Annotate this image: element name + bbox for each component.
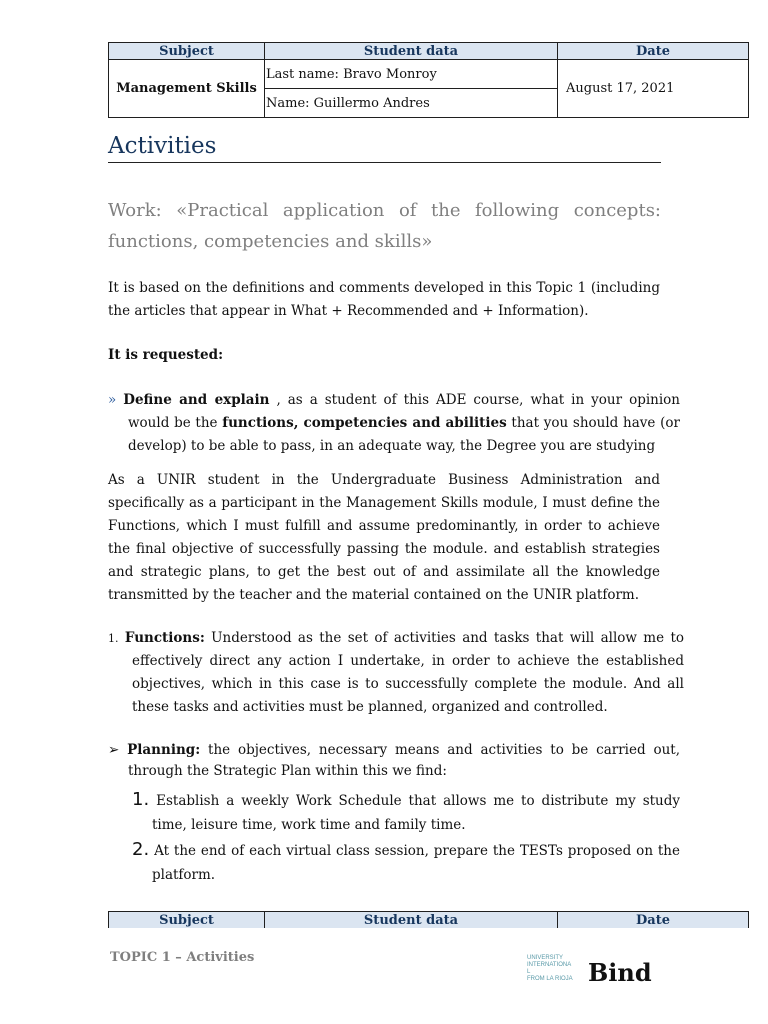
planning-item (108, 740, 680, 782)
intro-paragraph: It is based on the definitions and comments developed in this Topic 1 (including the articles that appear in What + Recommended and + Information). (108, 280, 660, 319)
first-name-value: Name: Guillermo Andres (265, 89, 558, 118)
student-data-column-header: Student data (265, 43, 558, 60)
planning-text: the objectives, necessary means and activities to be carried out, through the Strategic Plan within this we find: (128, 742, 680, 779)
bind-logo-text: Bind (588, 958, 652, 987)
activities-heading: Activities (108, 132, 661, 163)
logo-line: UNIVERSITY (527, 955, 564, 961)
functions-item (108, 627, 684, 719)
plan-item-text: Establish a weekly Work Schedule that allows me to distribute my study time, leisure time, work time and family time. (152, 793, 681, 833)
planning-label: Planning: (127, 742, 201, 758)
body-paragraph: As a UNIR student in the Undergraduate Business Administration and specifically as a participant in the Management Skills module, I must define the Functions, which I must fulfill and assume predominantly, in order to achieve the final objective of successfully passing the module. and establish strategies and strategic plans, to get the best out of and assimilate all the knowledge transmitted by the teacher and the material contained on the UNIR platform. (108, 472, 660, 603)
functions-number: 1. (108, 632, 119, 645)
plan-item-1 (132, 788, 680, 837)
define-bold-2: functions, competencies and abilities (222, 415, 507, 431)
subject-column-header: Subject (109, 912, 265, 929)
university-logo (527, 955, 585, 983)
logo-line: FROM LA RIOJA (527, 976, 573, 982)
plan-item-number: 2. (132, 839, 150, 860)
footer-topic: TOPIC 1 – Activities (110, 950, 255, 965)
bullet-marker: » (108, 392, 117, 408)
date-column-header: Date (558, 912, 749, 929)
define-bullet (108, 389, 680, 458)
functions-label: Functions: (124, 630, 205, 646)
date-column-header: Date (558, 43, 749, 60)
define-bold: Define and explain (123, 392, 270, 408)
arrow-icon: ➢ (108, 742, 120, 758)
work-title: Work: «Practical application of the following concepts: functions, competencies and skills» (108, 200, 661, 252)
requested-label: It is requested: (108, 347, 224, 363)
plan-item-text: At the end of each virtual class session, prepare the TESTs proposed on the platform. (152, 843, 680, 883)
date-value: August 17, 2021 (558, 60, 749, 118)
plan-item-2 (132, 838, 680, 887)
header-table (108, 42, 749, 118)
subject-column-header: Subject (109, 43, 265, 60)
define-text-1: , as a student of this ADE course, what in your opinion would be the (128, 392, 680, 431)
subject-value: Management Skills (109, 60, 265, 118)
logo-line: INTERNATIONA (527, 962, 572, 968)
define-text-2: that you should have (or develop) to be able to pass, in an adequate way, the Degree you are studying (128, 415, 680, 454)
header-table (108, 911, 749, 928)
last-name-value: Last name: Bravo Monroy (265, 60, 558, 89)
student-data-column-header: Student data (265, 912, 558, 929)
logo-line: L (527, 969, 531, 975)
repeated-header (108, 911, 749, 928)
functions-text: Understood as the set of activities and tasks that will allow me to effectively direct any action I undertake, in order to achieve the established objectives, which in this case is to successfully complete the module. And all these tasks and activities must be planned, organized and controlled. (132, 630, 684, 715)
plan-item-number: 1. (132, 789, 150, 810)
